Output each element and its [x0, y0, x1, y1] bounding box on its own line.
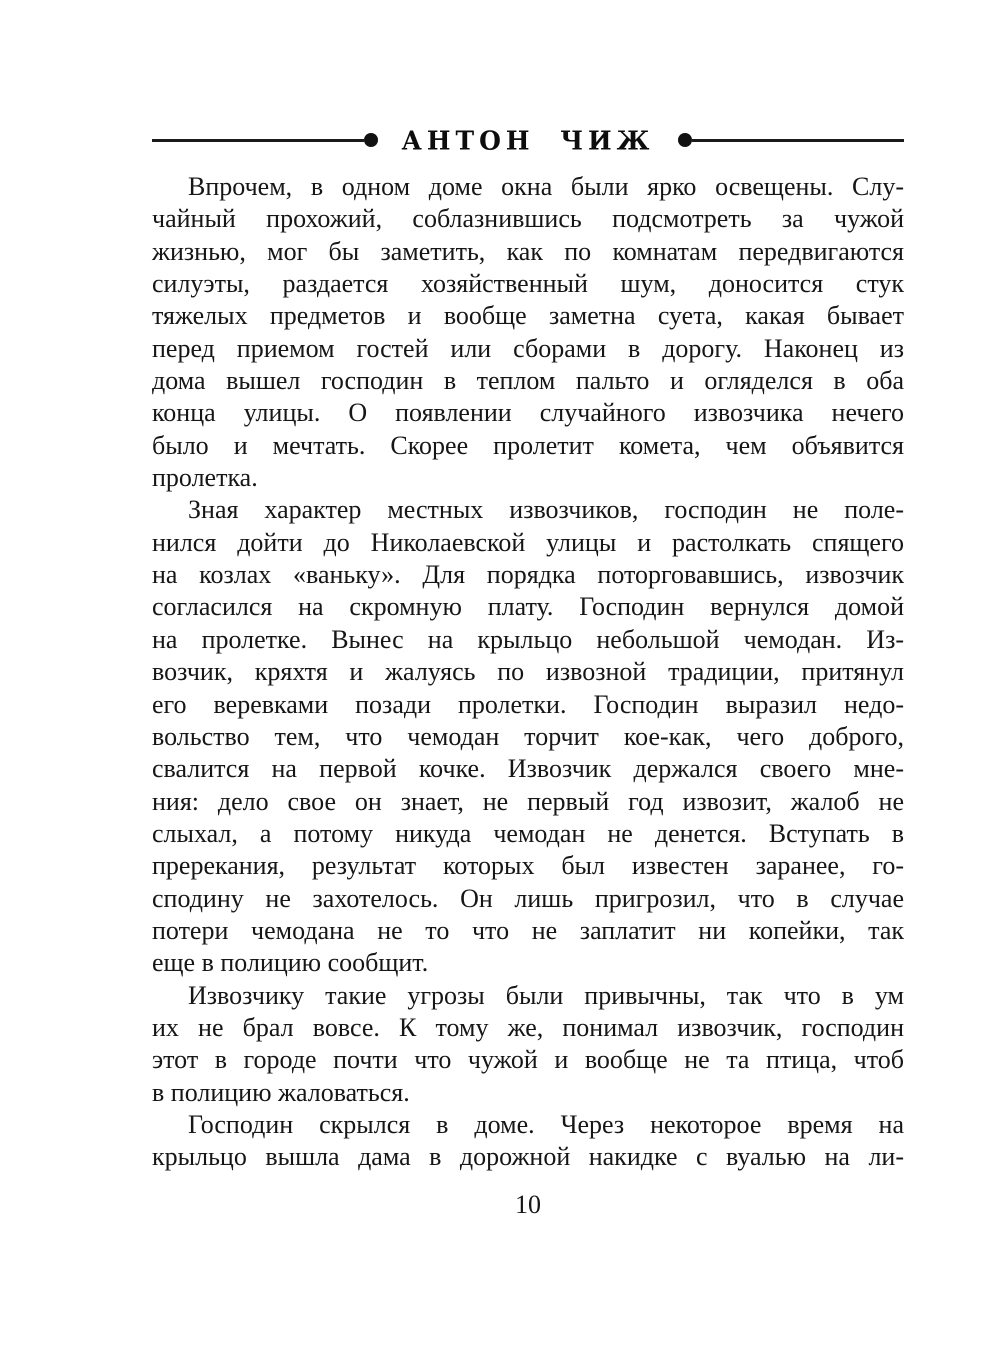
text-line: сподину не захотелось. Он лишь пригрозил, что в случае [152, 883, 904, 913]
header-dot-right [678, 133, 692, 147]
text-line: силуэты, раздается хозяйственный шум, доносится стук [152, 269, 904, 299]
text-line: согласился на скромную плату. Господин вернулся домой [152, 592, 904, 622]
text-line: возчик, кряхтя и жалуясь по извозной традиции, притянул [152, 657, 904, 687]
text-line: Зная характер местных извозчиков, господин не поле- [188, 495, 904, 525]
text-line: крыльцо вышла дама в дорожной накидке с вуалью на ли- [152, 1142, 904, 1172]
paragraph [152, 1109, 904, 1174]
text-line: в полицию жаловаться. [152, 1077, 410, 1107]
text-line: чайный прохожий, соблазнившись подсмотреть за чужой [152, 204, 904, 234]
paragraph [152, 980, 904, 1109]
page-text [152, 171, 904, 1174]
text-line: потери чемодана не то что не заплатит ни копейки, так [152, 915, 904, 945]
text-line: Господин скрылся в доме. Через некоторое время на [188, 1109, 904, 1139]
text-line: конца улицы. О появлении случайного извозчика нечего [152, 398, 904, 428]
header-rule-left [152, 139, 364, 142]
text-line: пререкания, результат которых был известен заранее, го- [152, 851, 904, 881]
text-line: еще в полицию сообщит. [152, 948, 429, 978]
text-line: на козлах «ваньку». Для порядка поторговавшись, извозчик [152, 560, 904, 590]
paragraph [152, 171, 904, 494]
text-line: пролетка. [152, 463, 258, 493]
paragraph [152, 494, 904, 979]
text-line: их не брал вовсе. К тому же, понимал извозчик, господин [152, 1012, 904, 1042]
header-dot-left [364, 133, 378, 147]
text-line: было и мечтать. Скорее пролетит комета, чем объявится [152, 430, 904, 460]
text-line: Впрочем, в одном доме окна были ярко освещены. Слу- [188, 172, 904, 201]
page-number: 10 [515, 1190, 541, 1219]
text-line: слыхал, а потому никуда чемодан не денется. Вступать в [152, 818, 904, 848]
text-line: тяжелых предметов и вообще заметна суета, какая бывает [152, 301, 904, 331]
page-footer [152, 1190, 904, 1220]
text-line: жизнью, мог бы заметить, как по комнатам передвигаются [152, 236, 904, 266]
author-name: АНТОН ЧИЖ [401, 124, 655, 156]
text-line: нился дойти до Николаевской улицы и растолкать спящего [152, 527, 904, 557]
text-line: дома вышел господин в теплом пальто и огляделся в оба [152, 366, 904, 396]
header-rule-right [692, 139, 904, 142]
text-line: на пролетке. Вынес на крыльцо небольшой чемодан. Из- [152, 624, 904, 654]
text-line: перед приемом гостей или сборами в дорогу. Наконец из [152, 333, 904, 363]
page-header [152, 124, 904, 156]
text-line: его веревками позади пролетки. Господин выразил недо- [152, 689, 904, 719]
text-line: свалится на первой кочке. Извозчик держался своего мне- [152, 754, 904, 784]
text-line: вольство тем, что чемодан торчит кое-как, чего доброго, [152, 721, 904, 751]
text-line: ния: дело свое он знает, не первый год извозит, жалоб не [152, 786, 904, 816]
text-line: этот в городе почти что чужой и вообще не та птица, чтоб [152, 1045, 904, 1075]
text-line: Извозчику такие угрозы были привычны, так что в ум [188, 980, 904, 1010]
